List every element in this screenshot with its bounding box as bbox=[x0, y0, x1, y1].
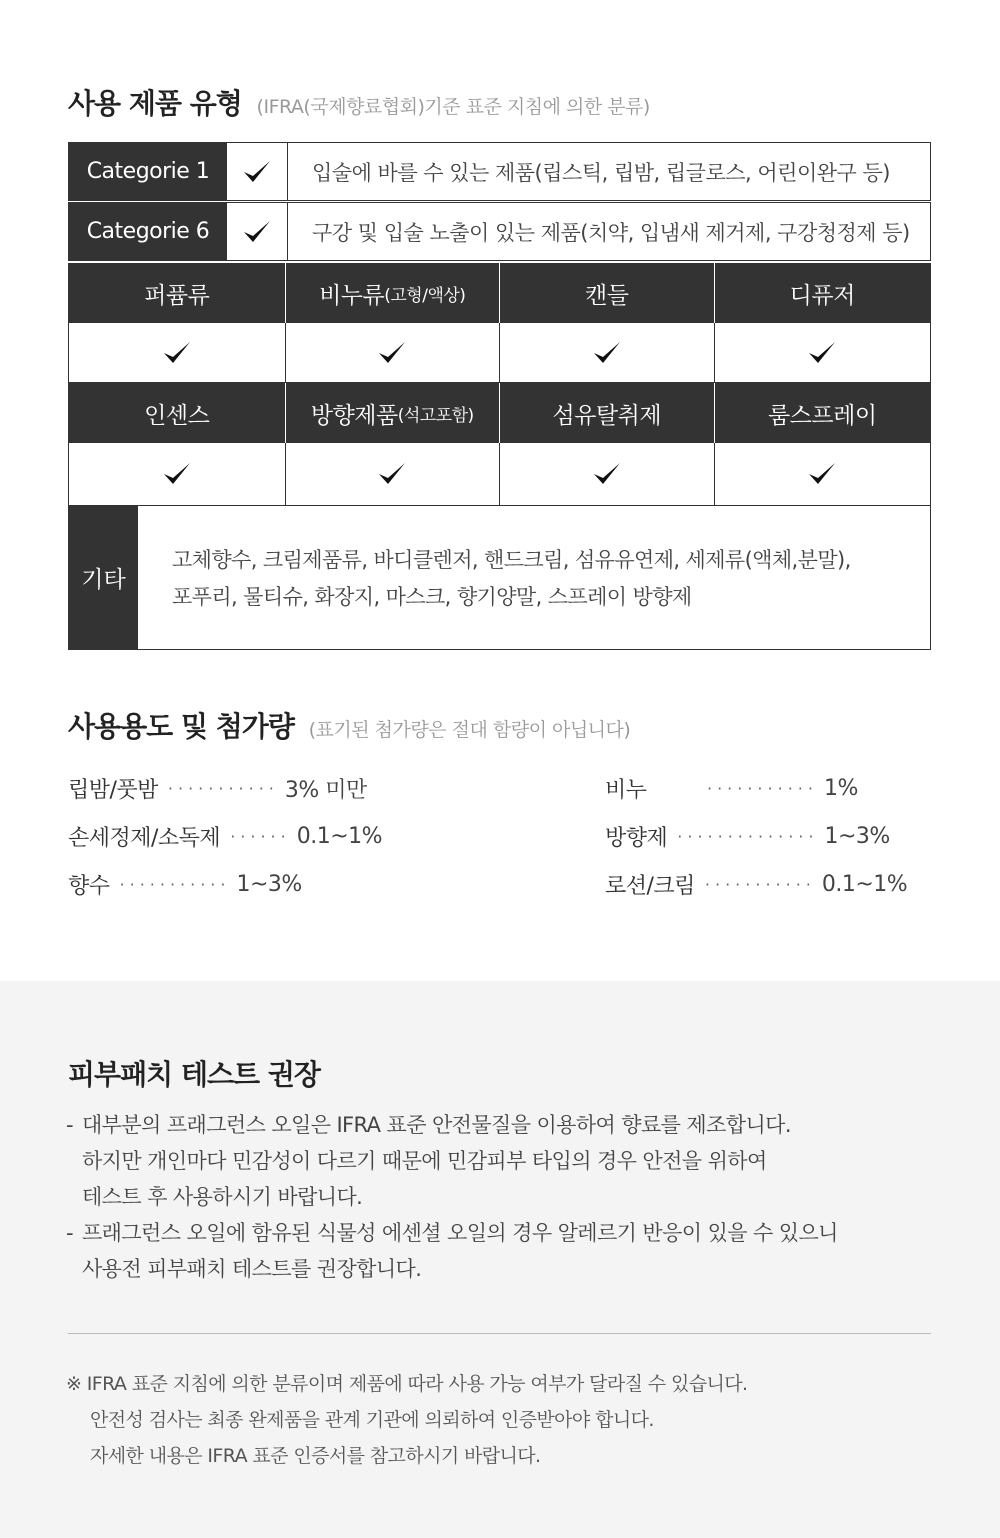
patch-test-bullet bbox=[66, 1215, 838, 1287]
bullet-dash: - bbox=[66, 1113, 73, 1137]
product-type-perfume bbox=[69, 263, 286, 323]
check-icon bbox=[715, 323, 931, 383]
usage-name: 방향제 bbox=[605, 826, 668, 851]
product-type-diffuser bbox=[715, 263, 931, 323]
divider bbox=[68, 1333, 931, 1334]
bullet-line: 사용전 피부패치 테스트를 권장합니다. bbox=[82, 1257, 422, 1281]
bullet-dash: - bbox=[66, 1221, 73, 1245]
usage-dots: ··········· bbox=[119, 875, 231, 894]
bullet-line: 대부분의 프래그런스 오일은 IFRA 표준 안전물질을 이용하여 향료를 제조합니다. bbox=[82, 1113, 791, 1137]
category-label: Categorie 1 bbox=[69, 143, 227, 200]
usage-item bbox=[605, 869, 907, 900]
usage-name: 손세정제/소독제 bbox=[68, 826, 221, 851]
check-icon bbox=[286, 443, 501, 505]
etc-row bbox=[68, 505, 931, 650]
check-icon bbox=[500, 443, 715, 505]
product-name: 디퓨저 bbox=[789, 282, 855, 309]
product-type-candle bbox=[500, 263, 715, 323]
usage-dots: ··········· bbox=[707, 779, 818, 798]
section-subtitle: (표기된 첨가량은 절대 함량이 아닙니다) bbox=[308, 719, 631, 741]
usage-name: 로션/크림 bbox=[605, 874, 695, 899]
product-type-fragrance bbox=[286, 383, 501, 443]
product-name: 캔들 bbox=[585, 282, 629, 309]
etc-label: 기타 bbox=[69, 506, 138, 649]
check-icon bbox=[69, 443, 286, 505]
usage-value: 0.1~1% bbox=[821, 872, 908, 897]
check-icon bbox=[227, 143, 288, 200]
section-title-usage bbox=[68, 705, 630, 745]
product-type-grid bbox=[68, 263, 931, 506]
usage-item bbox=[68, 869, 302, 900]
usage-name: 비누 bbox=[605, 778, 647, 803]
product-type-room-spray bbox=[715, 383, 931, 443]
usage-value: 1~3% bbox=[824, 824, 890, 849]
grid-check-row bbox=[69, 443, 930, 505]
section-title-text: 사용 제품 유형 bbox=[68, 87, 242, 120]
usage-dots: ··········· bbox=[167, 779, 279, 798]
grid-check-row bbox=[69, 323, 930, 383]
bullet-line: 프래그런스 오일에 함유된 식물성 에센셜 오일의 경우 알레르기 반응이 있을 수 있으니 bbox=[82, 1221, 838, 1245]
section-title-text: 피부패치 테스트 권장 bbox=[68, 1058, 320, 1091]
product-type-incense bbox=[69, 383, 286, 443]
usage-dots: ·············· bbox=[677, 827, 819, 846]
product-type-fabric-deodorizer bbox=[500, 383, 715, 443]
patch-test-bullet bbox=[66, 1107, 791, 1215]
category-description: 구강 및 입술 노출이 있는 제품(치약, 입냄새 제거제, 구강청정제 등) bbox=[312, 220, 910, 245]
usage-item bbox=[68, 821, 382, 852]
footnote bbox=[66, 1366, 747, 1474]
section-subtitle: (IFRA(국제향료협회)기준 표준 지침에 의한 분류) bbox=[256, 96, 650, 118]
footnote-line: 자세한 내용은 IFRA 표준 인증서를 참고하시기 바랍니다. bbox=[90, 1445, 541, 1467]
product-note: (석고포함) bbox=[397, 405, 474, 426]
etc-description bbox=[138, 506, 930, 649]
usage-item bbox=[68, 773, 367, 804]
check-icon bbox=[227, 203, 288, 260]
check-icon bbox=[286, 323, 501, 383]
product-name: 룸스프레이 bbox=[767, 402, 877, 429]
product-name: 섬유탈취제 bbox=[552, 402, 662, 429]
category-row-1 bbox=[68, 142, 931, 201]
check-icon bbox=[69, 323, 286, 383]
usage-name: 립밤/풋밤 bbox=[68, 778, 158, 803]
usage-dots: ··········· bbox=[704, 875, 816, 894]
usage-name: 향수 bbox=[68, 874, 110, 899]
usage-dots: ······ bbox=[230, 827, 291, 846]
usage-item bbox=[605, 773, 858, 804]
check-icon bbox=[715, 443, 931, 505]
bullet-line: 하지만 개인마다 민감성이 다르기 때문에 민감피부 타입의 경우 안전을 위하여 bbox=[82, 1149, 767, 1173]
category-row-6 bbox=[68, 202, 931, 261]
section-title-patch-test bbox=[68, 1053, 320, 1093]
usage-value: 1~3% bbox=[236, 872, 302, 897]
usage-value: 0.1~1% bbox=[296, 824, 383, 849]
product-name: 방향제품 bbox=[310, 402, 398, 429]
check-icon bbox=[500, 323, 715, 383]
grid-header-row bbox=[69, 263, 930, 323]
bullet-line: 테스트 후 사용하시기 바랍니다. bbox=[82, 1185, 363, 1209]
product-note: (고형/액상) bbox=[384, 285, 466, 306]
category-description: 입술에 바를 수 있는 제품(립스틱, 립밤, 립글로스, 어린이완구 등) bbox=[312, 160, 890, 185]
footnote-line: 안전성 검사는 최종 완제품을 관계 기관에 의뢰하여 인증받아야 합니다. bbox=[90, 1409, 654, 1431]
etc-line: 고체향수, 크림제품류, 바디클렌저, 핸드크림, 섬유유연제, 세제류(액체,분말), bbox=[172, 548, 851, 572]
usage-value: 3% 미만 bbox=[284, 778, 367, 803]
usage-item bbox=[605, 821, 890, 852]
usage-value: 1% bbox=[823, 776, 858, 801]
section-title-text: 사용용도 및 첨가량 bbox=[68, 710, 294, 743]
etc-line: 포푸리, 물티슈, 화장지, 마스크, 향기양말, 스프레이 방향제 bbox=[172, 585, 692, 609]
section-title-product-types bbox=[68, 82, 650, 122]
product-name: 퍼퓸류 bbox=[144, 282, 210, 309]
category-label: Categorie 6 bbox=[69, 203, 227, 260]
product-type-soap bbox=[286, 263, 501, 323]
product-name: 비누류 bbox=[319, 282, 385, 309]
grid-header-row bbox=[69, 383, 930, 443]
product-name: 인센스 bbox=[144, 402, 210, 429]
footnote-line: ※ IFRA 표준 지침에 의한 분류이며 제품에 따라 사용 가능 여부가 달라질 수 있습니다. bbox=[66, 1373, 748, 1395]
